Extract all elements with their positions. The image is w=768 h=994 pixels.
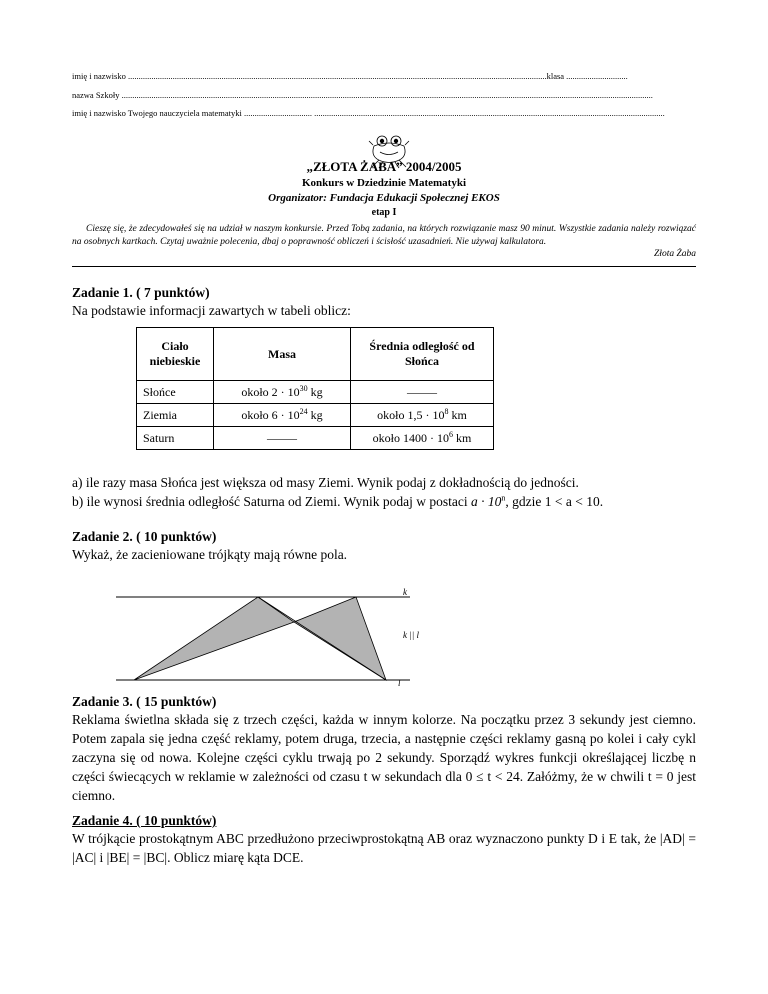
task2-title: Zadanie 2. ( 10 punktów) — [72, 529, 217, 544]
task1-instruction: Na podstawie informacji zawartych w tabeli oblicz: — [72, 303, 351, 318]
task1-title: Zadanie 1. ( 7 punktów) — [72, 285, 210, 300]
intro-text: Cieszę się, że zdecydowałeś się na udział w naszym konkursie. Przed Tobą zadania, na których rozwiązanie masz 90 minut. Wszystkie zadania należy rozwiązać na osobnych kartkach. Czytaj uważnie polecenia, dbaj o poprawność obliczeń i ścisłość uzasadnień. Nie używaj kalkulatora. — [72, 224, 696, 247]
table-cell-mass — [214, 404, 351, 427]
distance-value: około 1400 · 10 — [372, 430, 449, 445]
distance-exponent: 6 — [449, 429, 453, 439]
class-label: klasa — [546, 71, 565, 81]
signature: Złota Żaba — [654, 249, 696, 259]
mass-unit: kg — [307, 407, 323, 422]
question-b-formula: a · 10 — [471, 494, 502, 509]
table-cell-mass — [214, 381, 351, 404]
question-b-condition: , gdzie 1 < a < 10. — [505, 494, 604, 509]
distance-unit: km — [453, 430, 472, 445]
task1-question-b — [72, 492, 696, 511]
distance-unit: km — [448, 407, 467, 422]
stage-label: etap I — [371, 207, 397, 218]
table-cell-body: Słońce — [137, 381, 214, 404]
table-row — [137, 381, 494, 404]
question-b-exponent: n — [501, 493, 506, 503]
table-cell-mass — [214, 427, 351, 450]
mass-exponent: 30 — [299, 383, 308, 393]
mass-unit: kg — [307, 384, 323, 399]
mass-value: około 2 · 10 — [241, 384, 300, 399]
task4-title: Zadanie 4. ( 10 punktów) — [72, 813, 217, 828]
table-cell-distance — [351, 381, 494, 404]
task2-text: Wykaż, że zacieniowane trójkąty mają równe pola. — [72, 547, 348, 562]
distance-value: ––––– — [407, 384, 437, 399]
organizer-line: Organizator: Fundacja Edukacji Społecznej EKOS — [268, 192, 500, 204]
page-title: „ZŁOTA ŻABA” 2004/2005 — [306, 159, 462, 174]
parallel-lines-figure — [110, 585, 430, 690]
task3-title: Zadanie 3. ( 15 punktów) — [72, 694, 217, 709]
teacher-line[interactable]: imię i nazwisko Twojego nauczyciela matematyki ................................ ..................................................................................................................................................................... — [72, 108, 665, 118]
label-l: l — [398, 678, 401, 688]
table-header-cell: Masa — [214, 328, 351, 381]
task1-question-a: a) ile razy masa Słońca jest większa od masy Ziemi. Wynik podaj z dokładnością do jedności. — [72, 475, 579, 490]
name-line[interactable]: imię i nazwisko .....................................................................................................................................................................................................klasa ............................. — [72, 71, 628, 81]
label-k: k — [403, 587, 407, 597]
competition-subtitle: Konkurs w Dziedzinie Matematyki — [301, 177, 467, 189]
mass-value: około 6 · 10 — [241, 407, 300, 422]
table-row — [137, 404, 494, 427]
header-divider — [72, 266, 696, 267]
table-row — [137, 427, 494, 450]
distance-exponent: 8 — [444, 406, 449, 416]
question-b-text: b) ile wynosi średnia odległość Saturna od Ziemi. Wynik podaj w postaci — [72, 494, 471, 509]
table-header-cell: Ciało niebieskie — [137, 328, 214, 381]
teacher-label: imię i nazwisko Twojego nauczyciela matematyki — [72, 108, 242, 118]
table-header-cell: Średnia odległość od Słońca — [351, 328, 494, 381]
school-label: nazwa Szkoły — [72, 90, 120, 100]
planets-table — [136, 327, 494, 450]
task4-text: W trójkącie prostokątnym ABC przedłużono przeciwprostokątną AB oraz wyznaczono punkty D i E tak, że |AD| = |AC| i |BE| = |BC|. Oblicz miarę kąta DCE. — [72, 831, 696, 865]
mass-exponent: 24 — [299, 406, 308, 416]
table-cell-body: Saturn — [137, 427, 214, 450]
table-cell-body: Ziemia — [137, 404, 214, 427]
shaded-triangle-right — [294, 597, 386, 680]
table-cell-distance — [351, 427, 494, 450]
label-parallel: k || l — [403, 630, 419, 640]
mass-value: ––––– — [267, 430, 297, 445]
distance-value: około 1,5 · 10 — [377, 407, 445, 422]
name-label: imię i nazwisko — [72, 71, 126, 81]
task3-text: Reklama świetlna składa się z trzech części, każda w innym kolorze. Na początku przez 3 sekundy jest ciemno. Potem zapala się jedna część reklamy, potem druga, trzecia, a następnie części reklamy gasną po kolei i cały cykl zaczyna się od nowa. Kolejne części cyklu trwają po 2 sekundy. Sporządź wykres funkcji określającej liczbę n części świecących w reklamie w zależności od czasu t w sekundach dla 0 ≤ t < 24. Załóżmy, że w chwili t = 0 jest ciemno. — [72, 712, 696, 803]
table-header-row — [137, 328, 494, 381]
shaded-triangle-left — [134, 597, 294, 680]
school-line[interactable]: nazwa Szkoły .......................................................................................................................................................................................................................................................... — [72, 90, 653, 100]
table-cell-distance — [351, 404, 494, 427]
